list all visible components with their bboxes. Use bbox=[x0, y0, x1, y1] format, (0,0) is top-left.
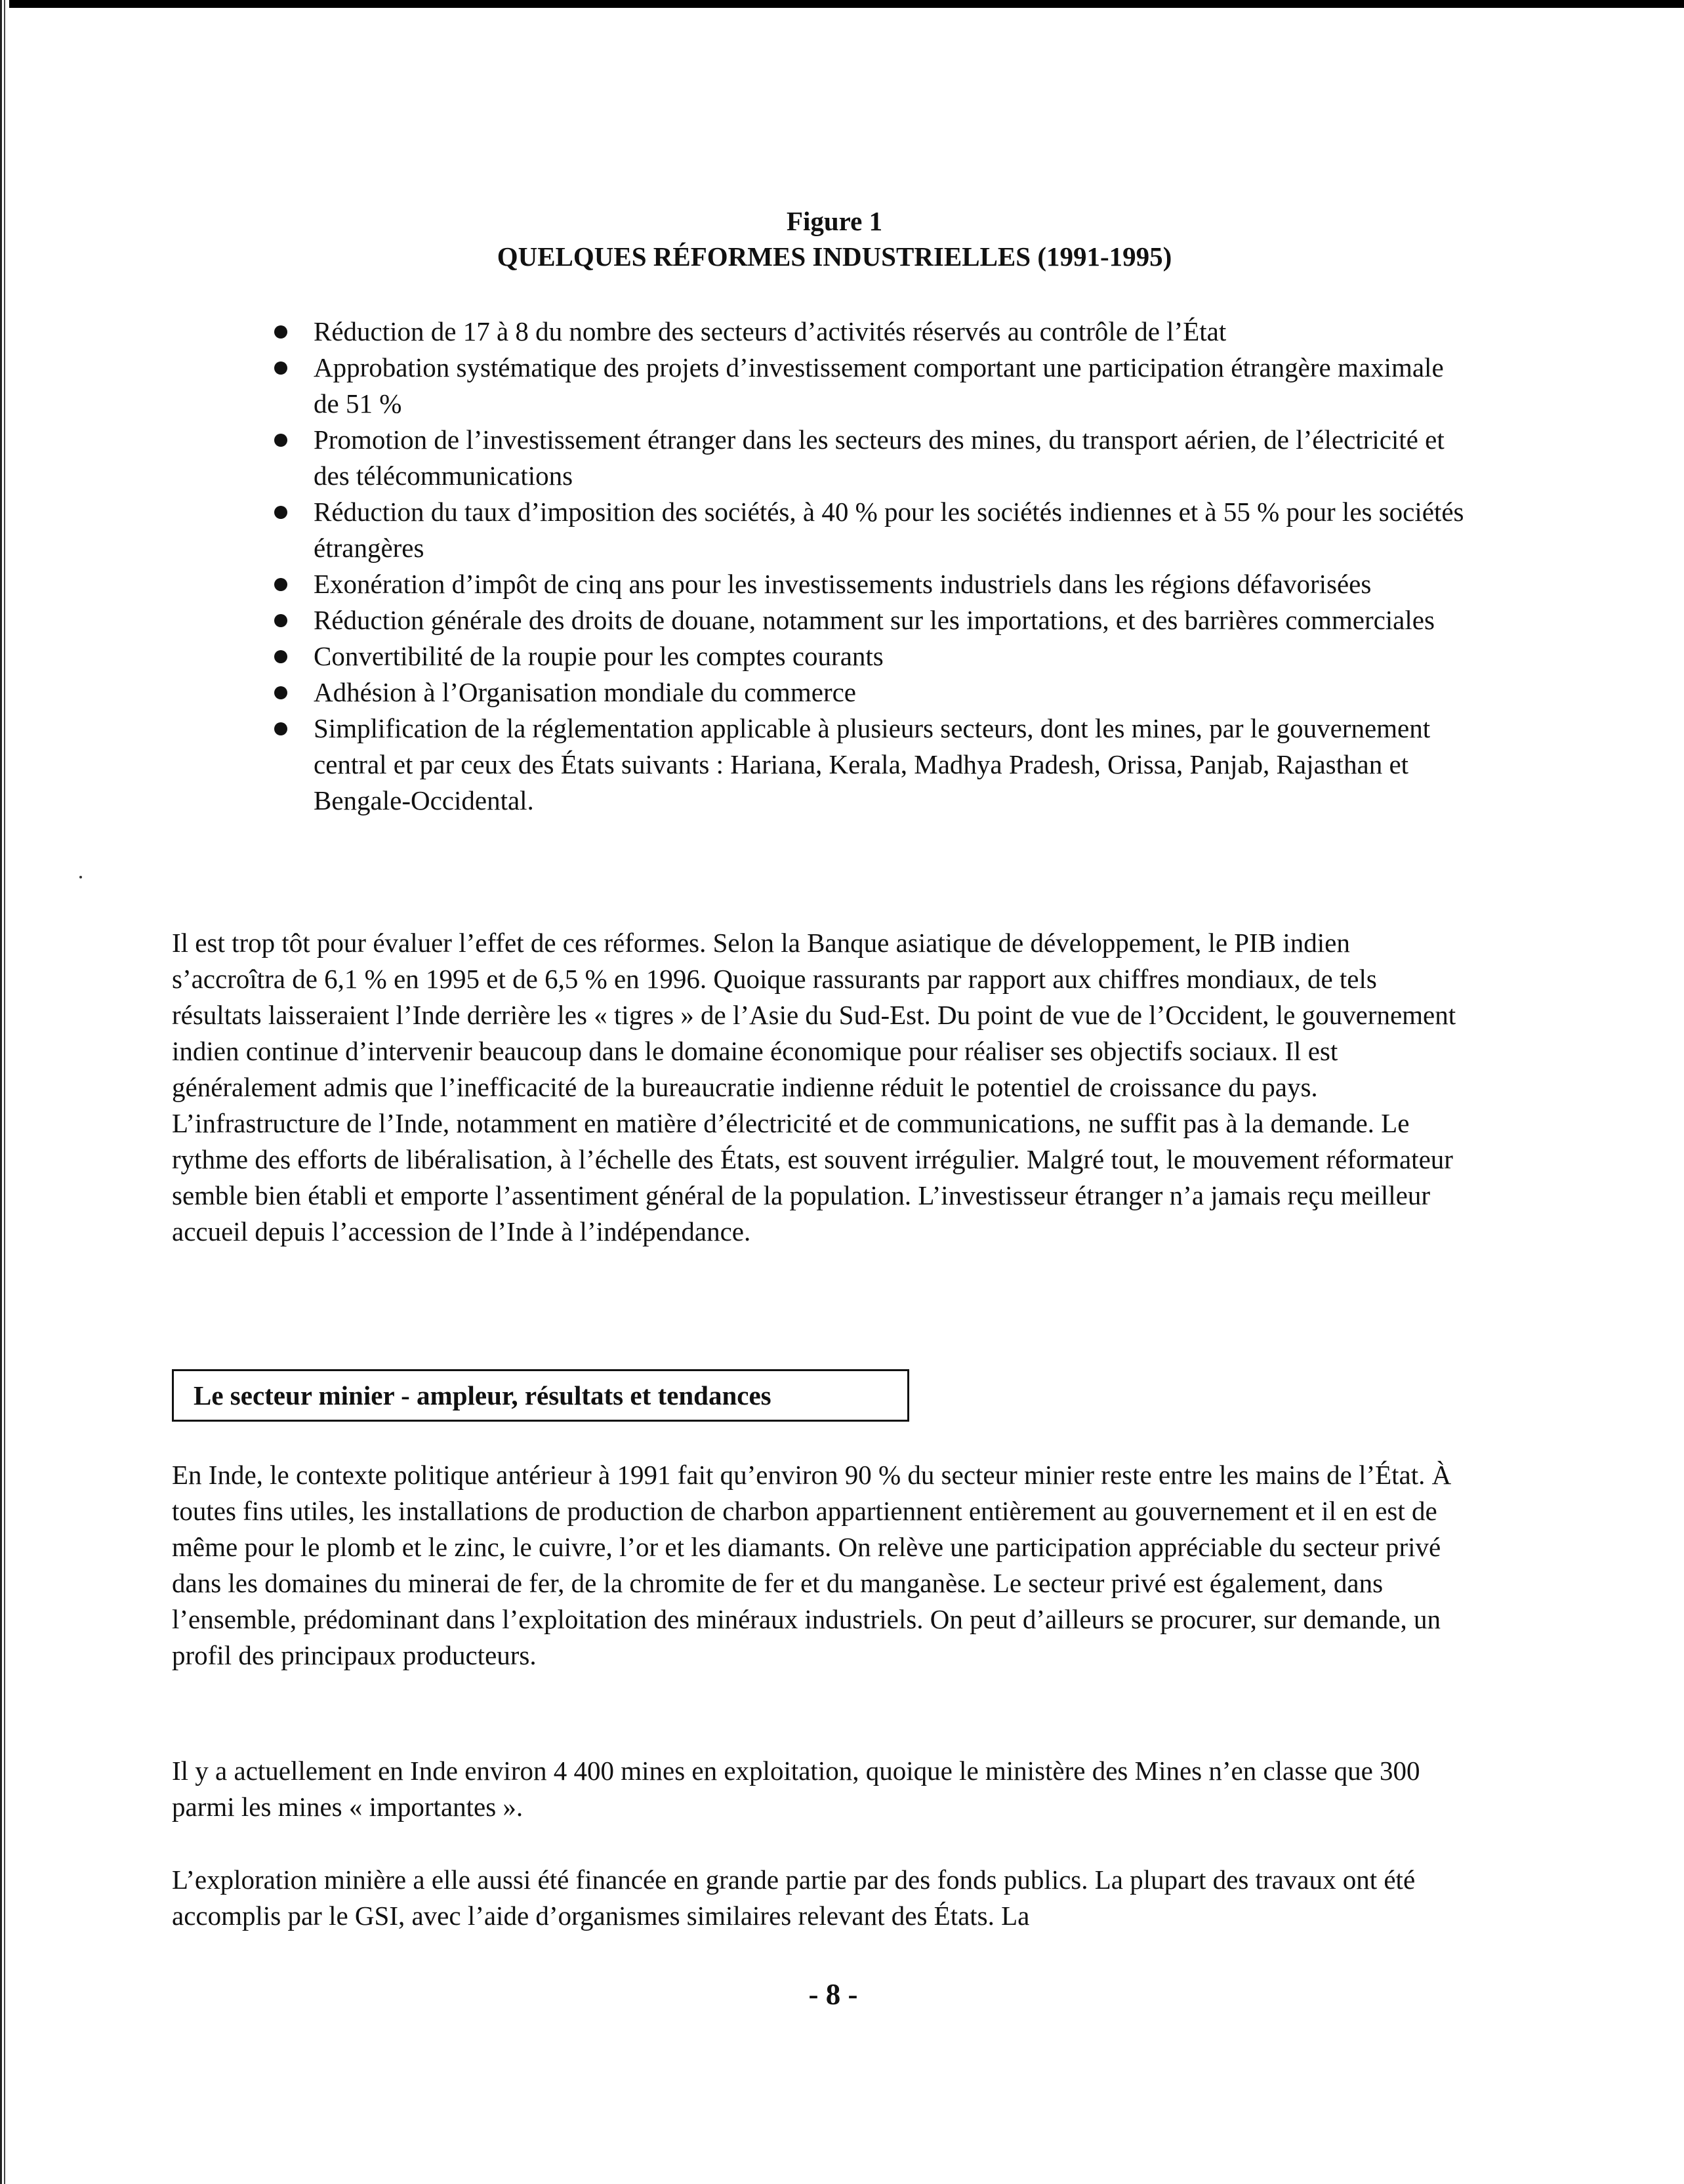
list-item-text: Exonération d’impôt de cinq ans pour les investissements industriels dans les régions défavorisées bbox=[314, 569, 1372, 599]
bullet-icon bbox=[274, 325, 287, 339]
list-item bbox=[270, 566, 1471, 602]
section-heading: Le secteur minier - ampleur, résultats et tendances bbox=[194, 1380, 771, 1411]
list-item bbox=[270, 350, 1471, 422]
bullet-icon bbox=[274, 434, 287, 447]
bullet-icon bbox=[274, 614, 287, 627]
list-item bbox=[270, 674, 1471, 711]
list-item bbox=[270, 602, 1471, 638]
list-item-text: Convertibilité de la roupie pour les comptes courants bbox=[314, 641, 884, 671]
bullet-icon bbox=[274, 506, 287, 519]
list-item bbox=[270, 314, 1471, 350]
list-item bbox=[270, 422, 1471, 494]
paragraph-reforms-effect: Il est trop tôt pour évaluer l’effet de ces réformes. Selon la Banque asiatique de développement, le PIB indien s’accroîtra de 6,1 % en 1995 et de 6,5 % en 1996. Quoique rassurants par rapport aux chiffres mondiaux, de tels résultats laisseraient l’Inde derrière les « tigres » de l’Asie du Sud-Est. Du point de vue de l’Occident, le gouvernement indien continue d’intervenir beaucoup dans le domaine économique pour réaliser ses objectifs sociaux. Il est généralement admis que l’inefficacité de la bureaucratie indienne réduit le potentiel de croissance du pays. L’infrastructure de l’Inde, notamment en matière d’électricité et de communications, ne suffit pas à la demande. Le rythme des efforts de libéralisation, à l’échelle des États, est souvent irrégulier. Malgré tout, le mouvement réformateur semble bien établi et emporte l’assentiment général de la population. L’investisseur étranger n’a jamais reçu meilleur accueil depuis l’accession de l’Inde à l’indépendance. bbox=[172, 928, 1456, 1247]
figure-heading bbox=[172, 203, 1497, 274]
list-item-text: Approbation systématique des projets d’investissement comportant une participation étrangère maximale de 51 % bbox=[314, 352, 1444, 419]
figure-label: Figure 1 bbox=[786, 206, 883, 236]
page-number: - 8 - bbox=[808, 1978, 858, 2011]
list-item-text: Simplification de la réglementation applicable à plusieurs secteurs, dont les mines, par le gouvernement central et par ceux des États suivants : Hariana, Kerala, Madhya Pradesh, Orissa, Panjab, Rajasthan et Bengale-Occidental. bbox=[314, 713, 1431, 815]
reforms-list bbox=[270, 314, 1471, 819]
section-heading-box bbox=[172, 1369, 909, 1422]
bullet-icon bbox=[274, 686, 287, 699]
list-item-text: Réduction générale des droits de douane, notamment sur les importations, et des barrières commerciales bbox=[314, 605, 1435, 635]
list-item-text: Adhésion à l’Organisation mondiale du commerce bbox=[314, 677, 856, 707]
paragraph-mine-count: Il y a actuellement en Inde environ 4 400 mines en exploitation, quoique le ministère des Mines n’en classe que 300 parmi les mines « importantes ». bbox=[172, 1756, 1420, 1822]
scan-top-edge bbox=[0, 0, 1684, 8]
list-item-text: Réduction de 17 à 8 du nombre des secteurs d’activités réservés au contrôle de l’État bbox=[314, 316, 1227, 346]
scan-left-edge bbox=[0, 0, 9, 2184]
list-item-text: Promotion de l’investissement étranger dans les secteurs des mines, du transport aérien, de l’électricité et des télécommunications bbox=[314, 424, 1445, 491]
bullet-icon bbox=[274, 578, 287, 591]
paragraph-mining-state: En Inde, le contexte politique antérieur à 1991 fait qu’environ 90 % du secteur minier reste entre les mains de l’État. À toutes fins utiles, les installations de production de charbon appartiennent entièrement au gouvernement et il en est de même pour le plomb et le zinc, le cuivre, l’or et les diamants. On relève une participation appréciable du secteur privé dans les domaines du minerai de fer, de la chromite de fer et du manganèse. Le secteur privé est également, dans l’ensemble, prédominant dans l’exploitation des minéraux industriels. On peut d’ailleurs se procurer, sur demande, un profil des principaux producteurs. bbox=[172, 1460, 1452, 1670]
bullet-icon bbox=[274, 361, 287, 375]
bullet-icon bbox=[274, 722, 287, 735]
scan-speck bbox=[79, 876, 82, 878]
paragraph-exploration: L’exploration minière a elle aussi été financée en grande partie par des fonds publics. La plupart des travaux ont été accomplis par le GSI, avec l’aide d’organismes similaires relevant des États. La bbox=[172, 1865, 1416, 1931]
list-item-text: Réduction du taux d’imposition des sociétés, à 40 % pour les sociétés indiennes et à 55 % pour les sociétés étrangères bbox=[314, 497, 1464, 563]
list-item bbox=[270, 711, 1471, 819]
figure-title: QUELQUES RÉFORMES INDUSTRIELLES (1991-1995) bbox=[497, 241, 1172, 272]
list-item bbox=[270, 494, 1471, 566]
bullet-icon bbox=[274, 650, 287, 663]
list-item bbox=[270, 638, 1471, 674]
